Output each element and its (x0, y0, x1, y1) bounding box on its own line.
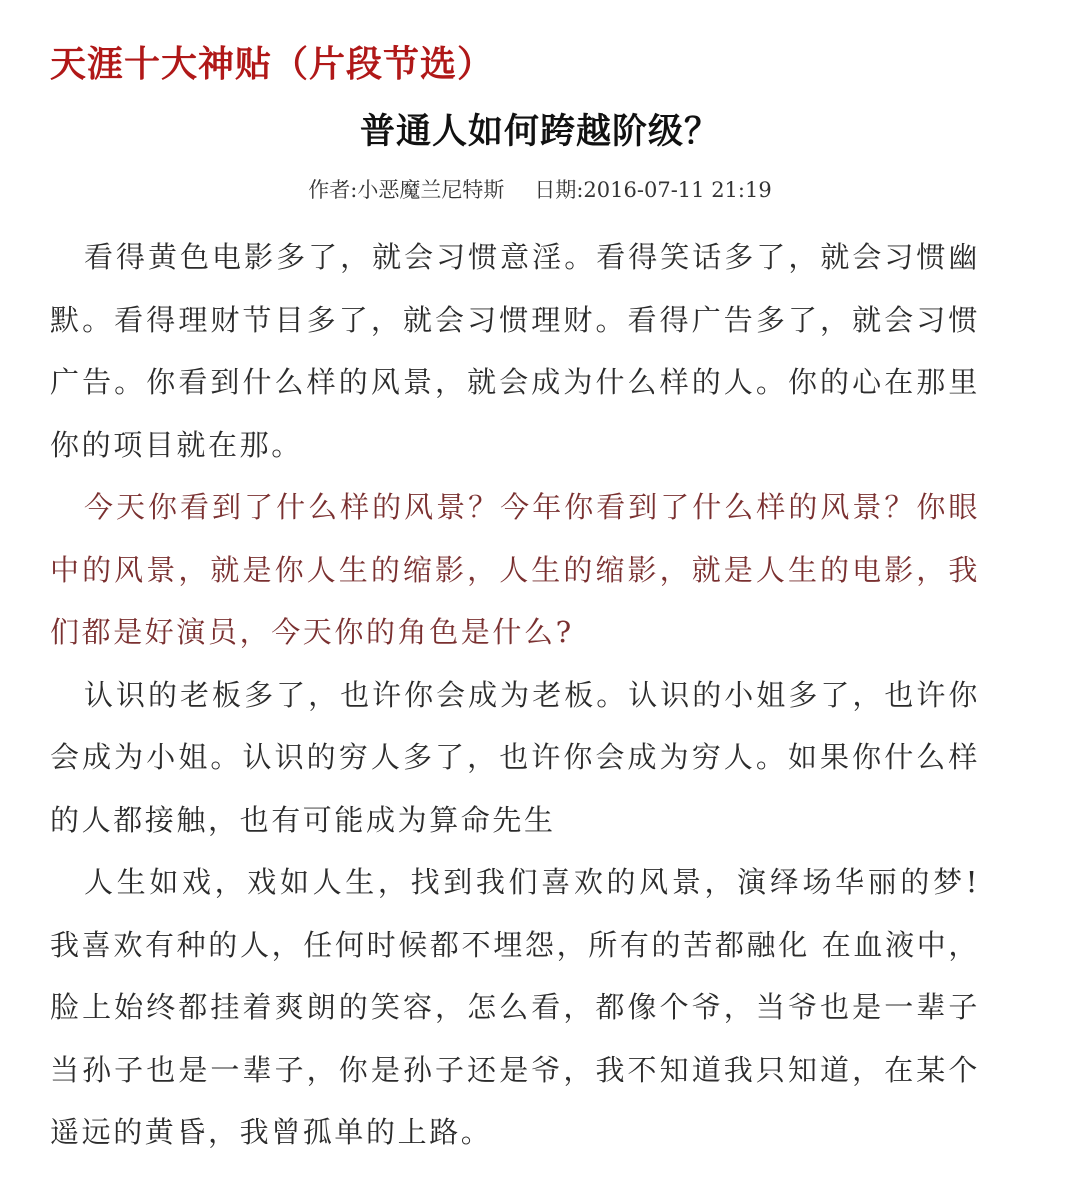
paragraph-1: 看得黄色电影多了，就会习惯意淫。看得笑话多了，就会习惯幽默。看得理财节目多了，就会习惯理财。看得广告多了，就会习惯广告。你看到什么样的风景，就会成为什么样的人。你的心在那里你的项目就在那。 (50, 240, 980, 462)
article-body (50, 226, 980, 1164)
paragraph-4: 人生如戏，戏如人生，找到我们喜欢的风景，演绎场华丽的梦!我喜欢有种的人，任何时候都不埋怨，所有的苦都融化 在血液中，脸上始终都挂着爽朗的笑容，怎么看，都像个爷，当爷也是一辈子当孙子也是一辈子，你是孙子还是爷，我不知道我只知道，在某个遥远的黄昏，我曾孤单的上路。 (50, 865, 980, 1149)
paragraph-3: 认识的老板多了，也许你会成为老板。认识的小姐多了，也许你会成为小姐。认识的穷人多了，也许你会成为穷人。如果你什么样的人都接触，也有可能成为算命先生 (50, 677, 980, 837)
paragraph-2: 今天你看到了什么样的风景？今年你看到了什么样的风景？你眼中的风景，就是你人生的缩影，人生的缩影，就是人生的电影，我们都是好演员，今天你的角色是什么? (50, 490, 980, 649)
series-title: 天涯十大神贴（片段节选） (50, 43, 495, 85)
article-title: 普通人如何跨越阶级？ (359, 111, 720, 152)
author-label: 作者:小恶魔兰尼特斯 (308, 178, 505, 202)
date-label: 日期:2016-07-11 21:19 (534, 178, 772, 202)
article-meta (0, 174, 1080, 204)
